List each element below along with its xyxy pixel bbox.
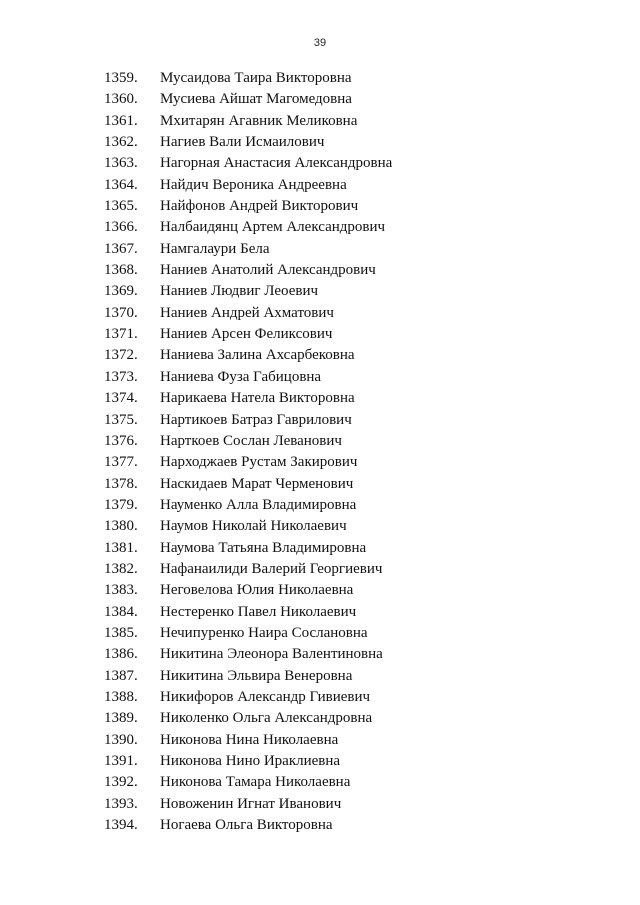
entry-full-name: Нестеренко Павел Николаевич xyxy=(160,603,357,620)
entry-number: 1363. xyxy=(104,155,138,172)
list-item xyxy=(0,516,640,537)
entry-full-name: Науменко Алла Владимировна xyxy=(160,496,357,513)
list-item xyxy=(0,602,640,623)
entry-number: 1390. xyxy=(104,731,138,748)
entry-number: 1378. xyxy=(104,475,138,492)
name-list xyxy=(0,68,640,836)
list-item xyxy=(0,324,640,345)
list-item xyxy=(0,538,640,559)
entry-number: 1392. xyxy=(104,774,138,791)
entry-full-name: Мхитарян Агавник Меликовна xyxy=(160,112,358,129)
list-item xyxy=(0,367,640,388)
list-item xyxy=(0,687,640,708)
entry-number: 1382. xyxy=(104,560,138,577)
entry-number: 1369. xyxy=(104,283,138,300)
list-item xyxy=(0,708,640,729)
entry-number: 1393. xyxy=(104,795,138,812)
list-item xyxy=(0,111,640,132)
list-item xyxy=(0,153,640,174)
entry-number: 1380. xyxy=(104,518,138,535)
entry-number: 1372. xyxy=(104,347,138,364)
entry-full-name: Нагорная Анастасия Александровна xyxy=(160,155,393,172)
entry-full-name: Никифоров Александр Гивиевич xyxy=(160,688,371,705)
entry-full-name: Нечипуренко Наира Сослановна xyxy=(160,624,368,641)
list-item xyxy=(0,239,640,260)
list-item xyxy=(0,815,640,836)
list-item xyxy=(0,132,640,153)
entry-full-name: Наниев Анатолий Александрович xyxy=(160,262,376,279)
list-item xyxy=(0,666,640,687)
entry-number: 1371. xyxy=(104,326,138,343)
list-item xyxy=(0,217,640,238)
entry-full-name: Нарикаева Натела Викторовна xyxy=(160,390,355,407)
list-item xyxy=(0,644,640,665)
entry-full-name: Наниев Андрей Ахматович xyxy=(160,304,334,321)
list-item xyxy=(0,388,640,409)
entry-number: 1374. xyxy=(104,390,138,407)
list-item xyxy=(0,89,640,110)
entry-number: 1362. xyxy=(104,134,138,151)
entry-full-name: Никонова Нина Николаевна xyxy=(160,731,339,748)
entry-number: 1387. xyxy=(104,667,138,684)
list-item xyxy=(0,68,640,89)
entry-number: 1370. xyxy=(104,304,138,321)
entry-number: 1383. xyxy=(104,582,138,599)
entry-full-name: Нартикоев Батраз Гаврилович xyxy=(160,411,352,428)
entry-full-name: Ногаева Ольга Викторовна xyxy=(160,817,333,834)
list-item xyxy=(0,410,640,431)
entry-number: 1373. xyxy=(104,368,138,385)
list-item xyxy=(0,730,640,751)
list-item xyxy=(0,751,640,772)
entry-full-name: Наниева Фуза Габицовна xyxy=(160,368,322,385)
entry-number: 1365. xyxy=(104,198,138,215)
entry-number: 1381. xyxy=(104,539,138,556)
entry-full-name: Наумов Николай Николаевич xyxy=(160,518,347,535)
entry-full-name: Николенко Ольга Александровна xyxy=(160,710,373,727)
list-item xyxy=(0,175,640,196)
list-item xyxy=(0,260,640,281)
entry-number: 1394. xyxy=(104,817,138,834)
entry-full-name: Нарткоев Сослан Леванович xyxy=(160,432,342,449)
entry-full-name: Наниев Людвиг Леоевич xyxy=(160,283,319,300)
list-item xyxy=(0,559,640,580)
page-number: 39 xyxy=(313,37,327,49)
list-item xyxy=(0,495,640,516)
entry-number: 1367. xyxy=(104,240,138,257)
entry-full-name: Найфонов Андрей Викторович xyxy=(160,198,359,215)
list-item xyxy=(0,196,640,217)
entry-number: 1379. xyxy=(104,496,138,513)
entry-number: 1359. xyxy=(104,70,138,86)
list-item xyxy=(0,281,640,302)
list-item xyxy=(0,474,640,495)
entry-full-name: Мусаидова Таира Викторовна xyxy=(160,70,352,86)
entry-number: 1375. xyxy=(104,411,138,428)
entry-full-name: Нагиев Вали Исмаилович xyxy=(160,134,325,151)
entry-number: 1366. xyxy=(104,219,138,236)
list-item xyxy=(0,794,640,815)
entry-full-name: Мусиева Айшат Магомедовна xyxy=(160,91,352,108)
entry-full-name: Никонова Тамара Николаевна xyxy=(160,774,351,791)
list-item xyxy=(0,772,640,793)
entry-full-name: Нафанаилиди Валерий Георгиевич xyxy=(160,560,383,577)
entry-full-name: Никитина Элеонора Валентиновна xyxy=(160,646,383,663)
list-item xyxy=(0,431,640,452)
list-item xyxy=(0,580,640,601)
entry-full-name: Никитина Эльвира Венеровна xyxy=(160,667,353,684)
entry-number: 1361. xyxy=(104,112,138,129)
entry-full-name: Найдич Вероника Андреевна xyxy=(160,176,347,193)
entry-number: 1377. xyxy=(104,454,138,471)
entry-full-name: Новоженин Игнат Иванович xyxy=(160,795,342,812)
entry-full-name: Наниева Залина Ахсарбековна xyxy=(160,347,355,364)
entry-full-name: Налбаидянц Артем Александрович xyxy=(160,219,386,236)
entry-full-name: Наниев Арсен Феликсович xyxy=(160,326,333,343)
list-item xyxy=(0,303,640,324)
entry-number: 1360. xyxy=(104,91,138,108)
entry-full-name: Нарходжаев Рустам Закирович xyxy=(160,454,358,471)
entry-full-name: Неговелова Юлия Николаевна xyxy=(160,582,354,599)
list-item xyxy=(0,623,640,644)
entry-full-name: Наскидаев Марат Черменович xyxy=(160,475,354,492)
entry-full-name: Намгалаури Бела xyxy=(160,240,270,257)
entry-number: 1391. xyxy=(104,753,138,769)
entry-number: 1368. xyxy=(104,262,138,279)
entry-number: 1376. xyxy=(104,432,138,449)
entry-full-name: Наумова Татьяна Владимировна xyxy=(160,539,367,556)
entry-number: 1385. xyxy=(104,624,138,641)
entry-number: 1389. xyxy=(104,710,138,727)
list-item xyxy=(0,452,640,473)
list-item xyxy=(0,345,640,366)
entry-number: 1386. xyxy=(104,646,138,663)
entry-number: 1364. xyxy=(104,176,138,193)
entry-number: 1388. xyxy=(104,688,138,705)
entry-full-name: Никонова Нино Ираклиевна xyxy=(160,753,341,769)
entry-number: 1384. xyxy=(104,603,138,620)
